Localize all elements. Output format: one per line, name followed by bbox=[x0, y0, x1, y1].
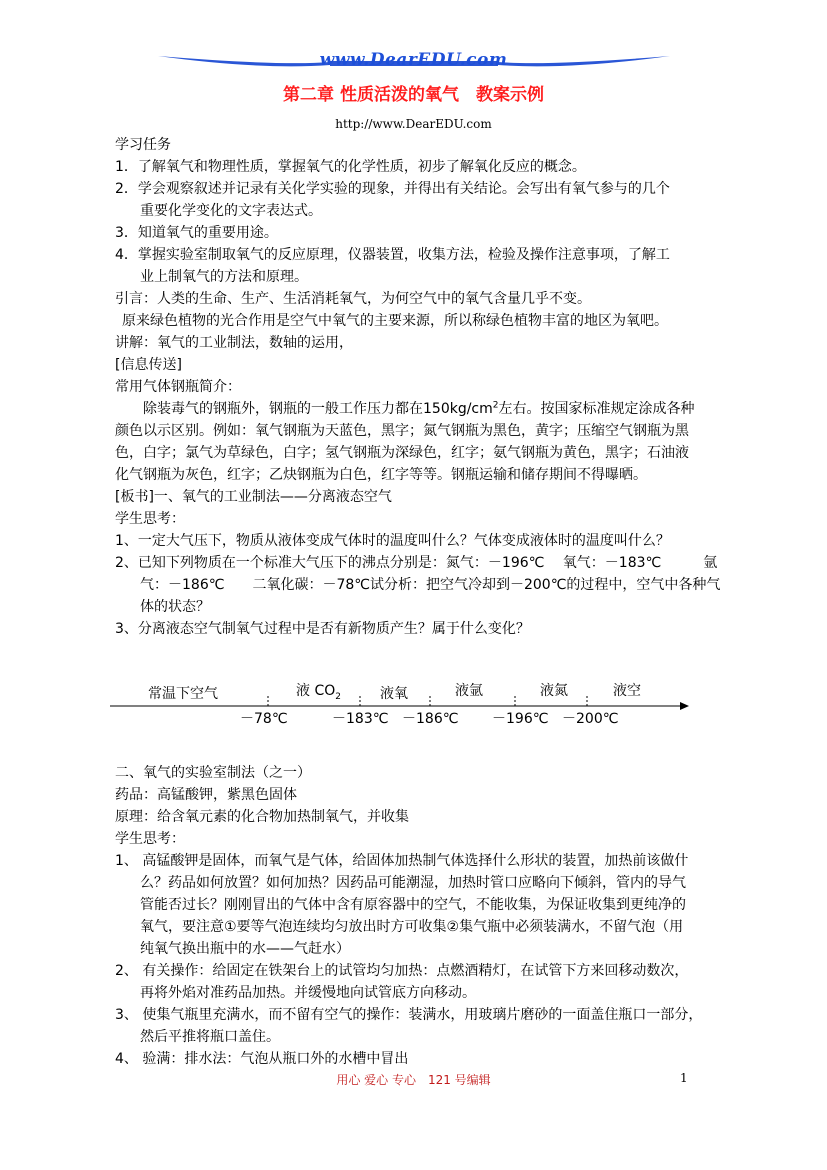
text-line: 4、 验满：排水法：气泡从瓶口外的水槽中冒出 bbox=[115, 1051, 409, 1067]
text-line: 业上制氧气的方法和原理。 bbox=[140, 269, 308, 285]
text-line: 2、已知下列物质在一个标准大气压下的沸点分别是：氮气：－196℃ 氧气：－183℃ 氩 bbox=[115, 555, 718, 571]
text-line: 引言：人类的生命、生产、生活消耗氧气，为何空气中的氧气含量几乎不变。 bbox=[115, 291, 591, 307]
text-line: 气：－186℃ 二氧化碳：－78℃试分析：把空气冷却到－200℃的过程中，空气中各种气 bbox=[140, 577, 721, 593]
text-line: 1、一定大气压下，物质从液体变成气体时的温度叫什么？气体变成液体时的温度叫什么？ bbox=[115, 533, 670, 549]
text-line: 氧气，要注意①要等气泡连续均匀放出时方可收集②集气瓶中必须装满水，不留气泡（用 bbox=[140, 919, 684, 935]
text-line: 么？药品如何放置？如何加热？因药品可能潮湿，加热时管口应略向下倾斜，管内的导气 bbox=[140, 875, 686, 891]
region-label: 液氩 bbox=[455, 683, 483, 699]
site-name: www.DearEDU.com bbox=[319, 50, 508, 70]
text-line: 4．掌握实验室制取氧气的反应原理，仪器装置，收集方法，检验及操作注意事项，了解工 bbox=[115, 247, 670, 263]
region-label: 液氧 bbox=[380, 686, 408, 702]
source-url: http://www.DearEDU.com bbox=[335, 117, 492, 131]
tick-label: －78℃ bbox=[240, 711, 288, 727]
text-line: 讲解：氧气的工业制法，数轴的运用， bbox=[115, 335, 353, 351]
text-line: [信息传送] bbox=[115, 357, 182, 373]
co2-subscript: 2 bbox=[335, 692, 341, 702]
text-line: 1、 高锰酸钾是固体，而氧气是气体，给固体加热制气体选择什么形状的装置，加热前该做什 bbox=[115, 853, 689, 869]
text-line: 原理：给含氧元素的化合物加热制氧气，并收集 bbox=[115, 809, 409, 825]
page-footer bbox=[0, 1071, 827, 1091]
text-line: 颜色以示区别。例如：氧气钢瓶为天蓝色，黑字；氮气钢瓶为黑色，黄字；压缩空气钢瓶为黑 bbox=[115, 423, 689, 439]
text-line: 二、氧气的实验室制法（之一） bbox=[115, 765, 311, 781]
text-line: 管能否过长？刚刚冒出的气体中含有原容器中的空气，不能收集，为保证收集到更纯净的 bbox=[140, 897, 686, 913]
text-line: 常用气体钢瓶简介： bbox=[115, 379, 241, 395]
text-line: 药品：高锰酸钾，紫黑色固体 bbox=[115, 787, 297, 803]
text-line: 化气钢瓶为灰色，红字；乙炔钢瓶为白色，红字等等。钢瓶运输和储存期间不得曝晒。 bbox=[115, 467, 647, 483]
region-label-co2: 液 CO bbox=[296, 683, 336, 699]
page-title: 第二章 性质活泼的氧气 教案示例 bbox=[283, 85, 544, 105]
text-line: 学习任务 bbox=[115, 137, 171, 153]
region-label bbox=[296, 682, 341, 702]
text-line: 3、 使集气瓶里充满水，而不留有空气的操作：装满水，用玻璃片磨砂的一面盖住瓶口一部分， bbox=[115, 1007, 703, 1023]
footer-text: 用心 爱心 专心 121 号编辑 bbox=[336, 1073, 491, 1087]
superscript: 2 bbox=[492, 400, 499, 411]
page-number: 1 bbox=[680, 1071, 688, 1085]
text-span: 左右。按国家标准规定涂成各种 bbox=[498, 401, 695, 417]
number-line-svg bbox=[110, 680, 700, 730]
text-line: 然后平推将瓶口盖住。 bbox=[140, 1029, 280, 1045]
text-span: 除装毒气的钢瓶外，钢瓶的一般工作压力都在150kg/cm bbox=[143, 401, 493, 417]
text-line: 1．了解氧气和物理性质，掌握氧气的化学性质，初步了解氧化反应的概念。 bbox=[115, 159, 586, 175]
text-line: 3、分离液态空气制氧气过程中是否有新物质产生？属于什么变化？ bbox=[115, 621, 530, 637]
section-tasks bbox=[115, 134, 721, 640]
text-line: 学生思考： bbox=[115, 831, 185, 847]
tick-label: －196℃ bbox=[492, 711, 549, 727]
text-line: 重要化学变化的文字表达式。 bbox=[140, 203, 322, 219]
text-line: 2．学会观察叙述并记录有关化学实验的现象，并得出有关结论。会写出有氧气参与的几个 bbox=[115, 181, 670, 197]
text-line: [板书]一、氧气的工业制法——分离液态空气 bbox=[115, 489, 392, 505]
text-line: 体的状态？ bbox=[140, 599, 210, 615]
region-label: 液空 bbox=[613, 683, 641, 699]
tick-label: －186℃ bbox=[402, 711, 459, 727]
temperature-number-line bbox=[110, 680, 700, 730]
text-line: 色，白字；氯气为草绿色，白字；氢气钢瓶为深绿色，红字；氨气钢瓶为黄色，黑字；石油液 bbox=[115, 445, 689, 461]
text-line: 原来绿色植物的光合作用是空气中氧气的主要来源，所以称绿色植物丰富的地区为氧吧。 bbox=[122, 313, 668, 329]
axis-arrow-icon bbox=[680, 702, 689, 710]
text-line: 再将外焰对准药品加热。并缓慢地向试管底方向移动。 bbox=[140, 985, 476, 1001]
tick-label: －200℃ bbox=[562, 711, 619, 727]
section-lab-method bbox=[115, 762, 715, 1070]
text-line: 纯氧气换出瓶中的水——气赶水） bbox=[140, 941, 350, 957]
text-line: 学生思考： bbox=[115, 511, 185, 527]
text-line bbox=[115, 398, 715, 420]
tick-label: －183℃ bbox=[332, 711, 389, 727]
site-header bbox=[0, 48, 827, 78]
text-line: 2、 有关操作：给固定在铁架台上的试管均匀加热：点燃酒精灯，在试管下方来回移动数次， bbox=[115, 963, 689, 979]
text-line: 3．知道氧气的重要用途。 bbox=[115, 225, 278, 241]
region-label: 常温下空气 bbox=[148, 686, 218, 702]
region-label: 液氮 bbox=[540, 683, 568, 699]
